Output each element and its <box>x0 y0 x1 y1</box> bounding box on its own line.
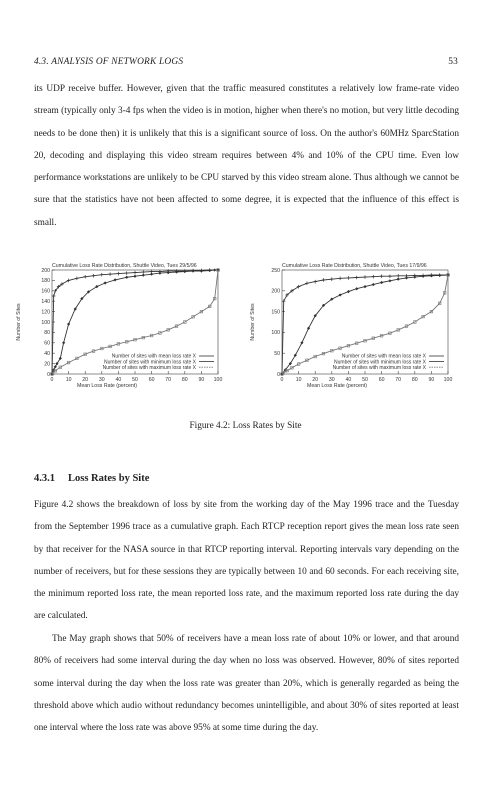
data-point <box>200 269 204 273</box>
y-tick-label: 200 <box>271 288 280 295</box>
data-point <box>322 278 326 282</box>
y-tick-label: 160 <box>41 288 50 295</box>
data-point <box>150 270 154 274</box>
x-tick-label: 50 <box>362 377 368 383</box>
paragraph-may-graph: The May graph shows that 50% of receivers have a mean loss rate of about 10% or lower, and that around 80% of receivers had some interval during the day when no loss was observed. However, 80% of sites reported some interval during the day when the loss rate was greater than 20%, which is generally regarded as being the threshold above which audio without redundancy becomes unintelligible, and about 30% of sites reported at least one interval where the loss rate was above 95% at some time during the day. <box>34 634 459 734</box>
data-point <box>125 271 129 275</box>
y-tick-label: 60 <box>44 340 50 347</box>
legend-label: Number of sites with mean loss rate X <box>111 353 196 360</box>
data-point <box>355 276 359 280</box>
data-point <box>363 285 366 288</box>
x-tick-label: 100 <box>213 377 223 383</box>
chart-sep-1996 <box>246 258 474 413</box>
x-tick-label: 30 <box>328 377 335 383</box>
data-point <box>339 293 342 296</box>
x-tick-label: 40 <box>115 377 122 383</box>
data-point <box>92 274 96 278</box>
x-tick-label: 60 <box>378 377 385 383</box>
data-point <box>133 275 136 278</box>
data-point <box>117 272 121 276</box>
x-axis-label: Mean Loss Rate (percent) <box>77 383 137 389</box>
y-tick-label: 40 <box>44 351 50 357</box>
data-point <box>113 278 116 281</box>
data-point <box>67 322 70 325</box>
data-point <box>191 269 195 273</box>
y-tick-label: 180 <box>41 278 50 285</box>
data-point <box>104 281 107 284</box>
y-tick-label: 100 <box>41 319 50 326</box>
x-tick-label: 0 <box>50 377 54 383</box>
data-point <box>142 274 145 277</box>
y-axis-label: Number of Sites <box>16 303 22 341</box>
y-tick-label: 50 <box>274 351 280 357</box>
data-point <box>396 274 400 278</box>
legend-label: Number of sites with maximum loss rate X <box>332 364 426 371</box>
page-number: 53 <box>448 57 458 67</box>
data-point <box>388 274 392 278</box>
data-point <box>75 277 79 281</box>
data-point <box>133 271 137 275</box>
figure-caption: Figure 4.2: Loss Rates by Site <box>189 421 302 431</box>
x-tick-label: 60 <box>148 377 155 383</box>
legend-label: Number of sites with minimum loss rate X <box>104 359 196 366</box>
data-point <box>338 277 342 281</box>
legend-label: Number of sites with mean loss rate X <box>341 353 426 360</box>
section-number: 4.3.1 <box>34 473 55 484</box>
x-axis-label: Mean Loss Rate (percent) <box>307 383 367 389</box>
paragraph-loss-breakdown: Figure 4.2 shows the breakdown of loss by site from the working day of the May 1996 trace and the Tuesday from the September 1996 trace as a cumulative graph. Each RTCP reception report gives the mean loss rate seen by that receiver for the NASA source in that RTCP reporting interval. Reporting intervals vary depending on the number of receivers, but for these sessions they are typically between 10 and 60 seconds. For each receiving site, the minimum reported loss rate, the mean reported loss rate, and the maximum reported loss rate during the day are calculated. <box>34 500 459 622</box>
data-point <box>355 287 358 290</box>
data-point <box>282 299 286 303</box>
legend-label: Number of sites with maximum loss rate X <box>102 364 196 371</box>
x-tick-label: 80 <box>411 377 418 383</box>
x-tick-label: 10 <box>65 377 72 383</box>
x-tick-label: 20 <box>82 377 89 383</box>
figure-4-2 <box>16 258 474 408</box>
x-tick-label: 90 <box>428 377 435 383</box>
section-heading <box>34 473 149 484</box>
section-title: Loss Rates by Site <box>68 473 150 484</box>
y-tick-label: 150 <box>271 309 280 316</box>
data-point <box>100 273 104 277</box>
data-point <box>83 275 87 279</box>
data-point <box>108 272 112 276</box>
data-point <box>125 276 128 279</box>
chart-title: Cumulative Loss Rate Distribution, Shuttle Video, Tues 17/9/96 <box>282 263 427 269</box>
legend-label: Number of sites with minimum loss rate X <box>334 359 426 366</box>
data-point <box>405 274 409 278</box>
data-point <box>67 279 71 283</box>
y-tick-label: 20 <box>44 361 50 368</box>
running-header-section: 4.3. ANALYSIS OF NETWORK LOGS <box>34 57 184 67</box>
x-tick-label: 10 <box>295 377 302 383</box>
data-point <box>208 268 212 272</box>
data-point <box>142 270 146 274</box>
data-point <box>372 275 376 279</box>
y-tick-label: 0 <box>47 371 50 378</box>
y-tick-label: 80 <box>44 330 50 337</box>
chart-svg <box>246 258 474 408</box>
data-point <box>438 273 442 277</box>
x-tick-label: 0 <box>280 377 284 383</box>
x-tick-label: 90 <box>198 377 205 383</box>
x-tick-label: 30 <box>98 377 105 383</box>
running-header <box>34 57 458 71</box>
data-point <box>363 275 367 279</box>
y-tick-label: 200 <box>41 267 50 274</box>
data-point <box>347 276 351 280</box>
data-point <box>380 274 384 278</box>
x-tick-label: 100 <box>443 377 453 383</box>
x-tick-label: 40 <box>345 377 352 383</box>
data-point <box>330 277 334 281</box>
y-axis-label: Number of Sites <box>250 303 256 341</box>
data-point <box>372 283 375 286</box>
data-point <box>397 278 400 281</box>
y-tick-label: 120 <box>41 309 50 316</box>
chart-svg <box>16 258 244 408</box>
x-tick-label: 70 <box>165 377 172 383</box>
data-point <box>388 279 391 282</box>
y-tick-label: 140 <box>41 299 50 305</box>
y-tick-label: 0 <box>277 371 280 378</box>
x-tick-label: 70 <box>395 377 402 383</box>
data-point <box>380 281 383 284</box>
data-point <box>305 282 309 286</box>
chart-title: Cumulative Loss Rate Distribution, Shuttle Video, Tues 29/5/96 <box>52 263 197 269</box>
y-tick-label: 250 <box>271 267 280 274</box>
y-tick-label: 100 <box>271 330 280 337</box>
x-tick-label: 50 <box>132 377 138 383</box>
chart-may-1996 <box>16 258 244 413</box>
data-point <box>347 290 350 293</box>
data-point <box>313 280 317 284</box>
paragraph-intro: its UDP receive buffer. However, given that the traffic measured constitutes a relatively low frame-rate video stream (typically only 3-4 fps when the video is in motion, higher when there's no motion, but very little decoding needs to be done then) it is unlikely that this is a significant source of loss. On the author's 60MHz SparcStation 20, decoding and displaying this video stream requires between 4% and 10% of the CPU time. Even low performance workstations are unlikely to be CPU starved by this video stream alone. Thus although we cannot be sure that the statistics have not been affected to some degree, it is expected that the influence of this effect is small. <box>34 84 459 228</box>
data-point <box>52 294 56 298</box>
x-tick-label: 20 <box>312 377 319 383</box>
x-tick-label: 80 <box>181 377 188 383</box>
data-point <box>54 365 57 368</box>
data-point <box>62 341 65 344</box>
